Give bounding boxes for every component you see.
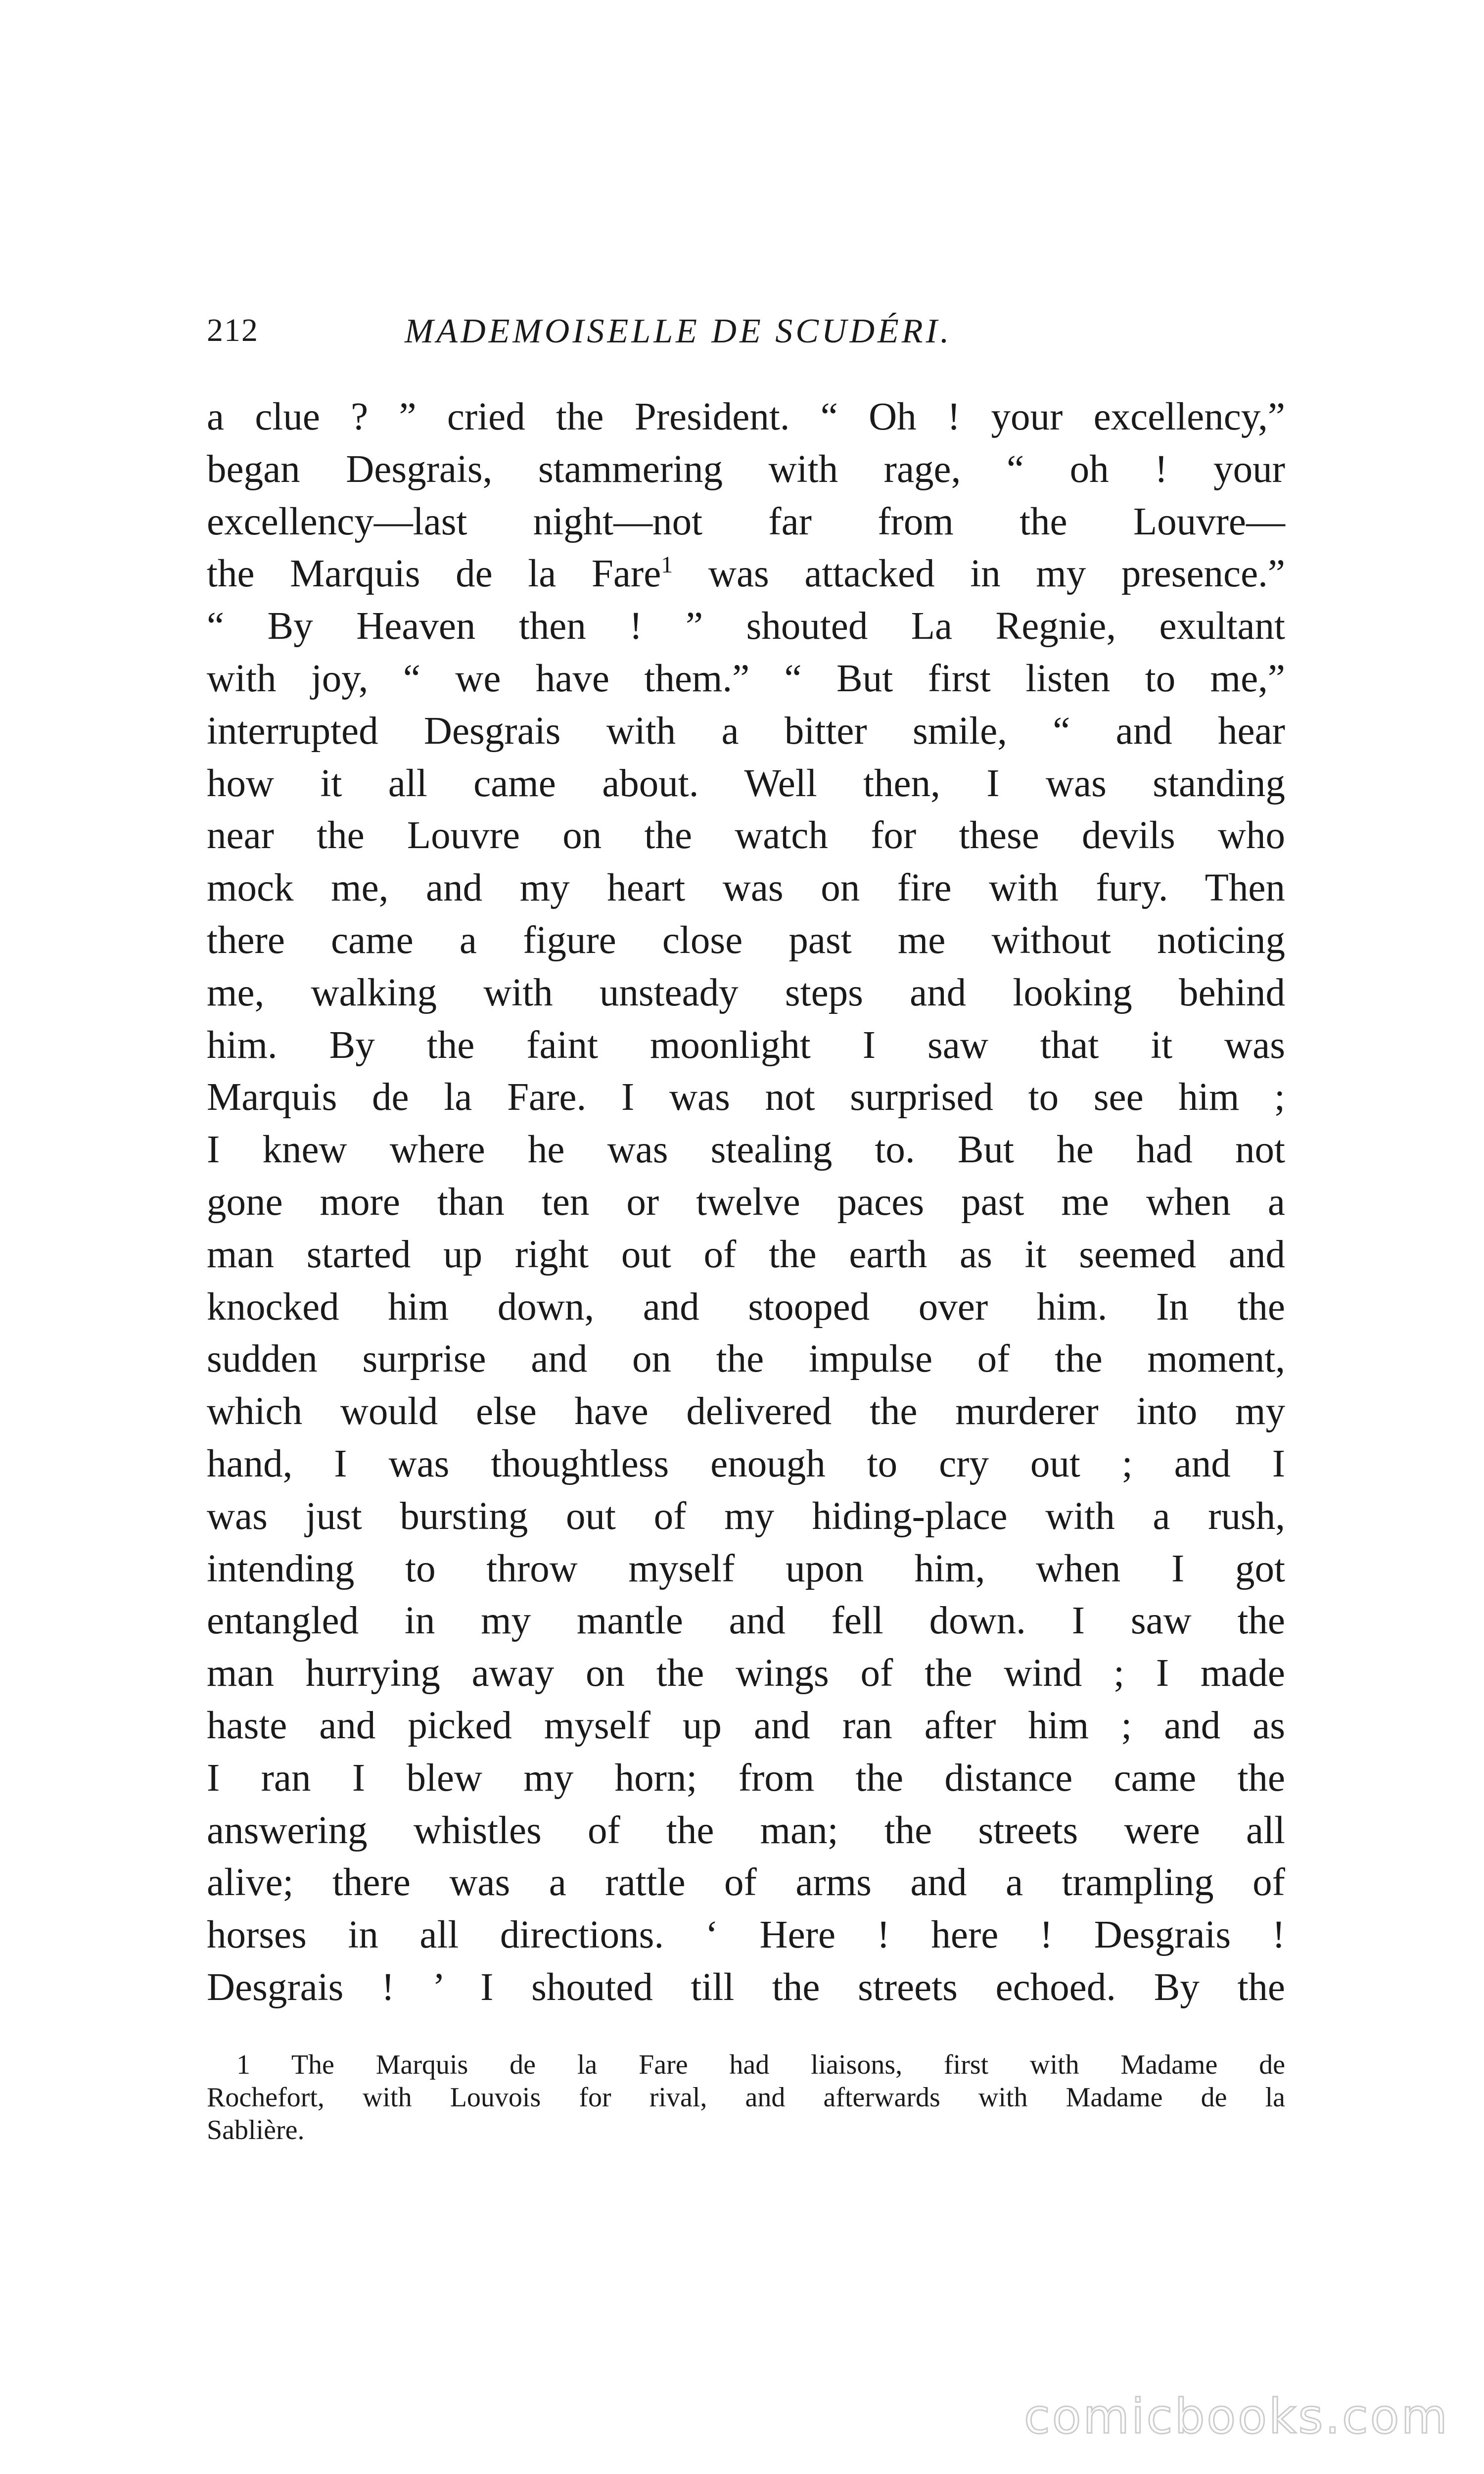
footnote	[207, 2048, 1285, 2146]
text-line: hand, I was thoughtless enough to cry out ; and I	[207, 1442, 1285, 1485]
text-line: entangled in my mantle and fell down. I saw the	[207, 1599, 1285, 1643]
text-line-with-footnote-ref	[207, 548, 1285, 600]
text-line: began Desgrais, stammering with rage, “ oh ! your	[207, 447, 1285, 491]
text-line: alive; there was a rattle of arms and a trampling of	[207, 1861, 1285, 1904]
footnote-line	[207, 2048, 1285, 2081]
footnote-text: The Marquis de la Fare had liaisons, first with Madame de	[291, 2049, 1285, 2080]
running-title: MADEMOISELLE DE SCUDÉRI.	[405, 312, 952, 350]
text-line: mock me, and my heart was on fire with fury. Then	[207, 866, 1285, 910]
footnote-line: Rochefort, with Louvois for rival, and afterwards with Madame de la	[207, 2082, 1285, 2113]
page-number: 212	[207, 312, 259, 348]
text-line-part: the Marquis de la Fare	[207, 552, 661, 596]
text-line: with joy, “ we have them.” “ But first listen to me,”	[207, 657, 1285, 700]
text-line: was just bursting out of my hiding-place with a rush,	[207, 1494, 1285, 1538]
text-line: man started up right out of the earth as it seemed and	[207, 1233, 1285, 1276]
body-text	[207, 391, 1285, 2014]
text-line: which would else have delivered the murderer into my	[207, 1390, 1285, 1433]
footnote-reference[interactable]: 1	[661, 552, 673, 578]
text-line: answering whistles of the man; the streets were all	[207, 1808, 1285, 1852]
watermark: comicbooks.com	[1023, 2389, 1449, 2444]
text-line: I knew where he was stealing to. But he had not	[207, 1128, 1285, 1172]
text-line: Desgrais ! ’ I shouted till the streets echoed. By the	[207, 1965, 1285, 2009]
text-line: intending to throw myself upon him, when I got	[207, 1547, 1285, 1590]
text-line: sudden surprise and on the impulse of the moment,	[207, 1337, 1285, 1381]
text-line: him. By the faint moonlight I saw that it was	[207, 1023, 1285, 1067]
running-head	[207, 312, 1295, 356]
text-line-part: was attacked in my presence.”	[673, 552, 1285, 596]
text-line: I ran I blew my horn; from the distance came the	[207, 1756, 1285, 1800]
text-line: man hurrying away on the wings of the wind ; I made	[207, 1652, 1285, 1695]
text-line: knocked him down, and stooped over him. In the	[207, 1285, 1285, 1329]
text-line: interrupted Desgrais with a bitter smile, “ and hear	[207, 709, 1285, 753]
text-line: horses in all directions. ‘ Here ! here ! Desgrais !	[207, 1913, 1285, 1957]
text-line: gone more than ten or twelve paces past me when a	[207, 1180, 1285, 1224]
text-line: there came a figure close past me without noticing	[207, 918, 1285, 962]
text-line: haste and picked myself up and ran after him ; and as	[207, 1704, 1285, 1747]
text-line: a clue ? ” cried the President. “ Oh ! your excellency,”	[207, 395, 1285, 438]
text-line: how it all came about. Well then, I was standing	[207, 761, 1285, 805]
text-line: excellency—last night—not far from the Louvre—	[207, 500, 1285, 543]
footnote-marker: 1	[236, 2049, 250, 2080]
text-line: me, walking with unsteady steps and looking behind	[207, 971, 1285, 1014]
footnote-line: Sablière.	[207, 2115, 305, 2145]
text-line: near the Louvre on the watch for these devils who	[207, 814, 1285, 857]
text-line: Marquis de la Fare. I was not surprised to see him ;	[207, 1076, 1285, 1119]
text-line: “ By Heaven then ! ” shouted La Regnie, exultant	[207, 605, 1285, 648]
